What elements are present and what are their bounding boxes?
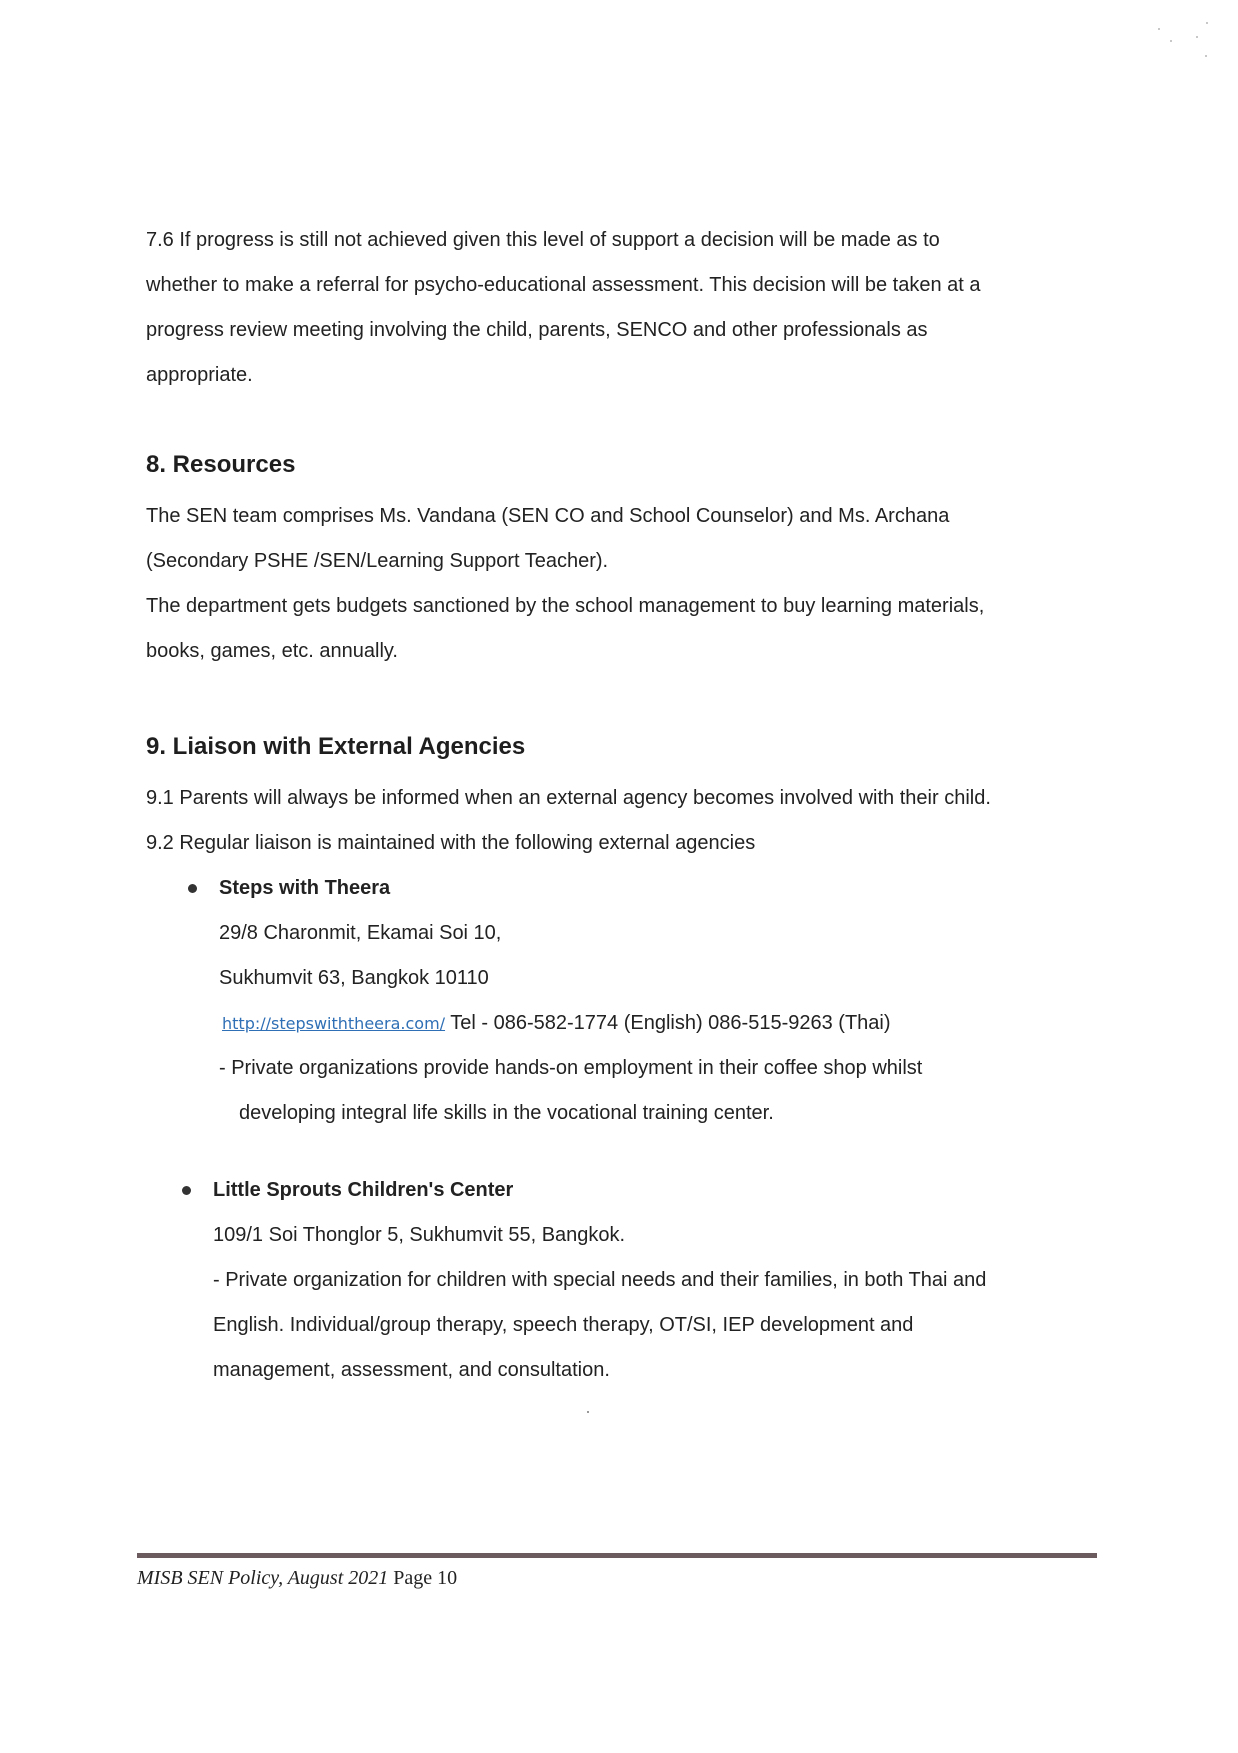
footer-doc-title: MISB SEN Policy, August 2021	[137, 1567, 389, 1589]
paragraph-7-6	[146, 218, 1106, 398]
paragraph-line: progress review meeting involving the child, parents, SENCO and other professionals as	[146, 319, 928, 341]
scan-speck	[1206, 22, 1208, 24]
paragraph-line: appropriate.	[146, 364, 253, 386]
scan-speck	[1205, 55, 1207, 57]
agency-phone: Tel - 086-582-1774 (English) 086-515-9263 (Thai)	[450, 1012, 891, 1034]
bullet-icon	[182, 1186, 191, 1195]
agency-website-link[interactable]: http://stepswiththeera.com/	[222, 1014, 446, 1033]
agency-address-line: 29/8 Charonmit, Ekamai Soi 10,	[219, 922, 502, 944]
paragraph-line: books, games, etc. annually.	[146, 640, 398, 662]
agency-description-line: management, assessment, and consultation.	[213, 1359, 610, 1381]
paragraph-line: The department gets budgets sanctioned by the school management to buy learning materials,	[146, 595, 985, 617]
paragraph-line: (Secondary PSHE /SEN/Learning Support Teacher).	[146, 550, 609, 572]
bullet-icon	[188, 884, 197, 893]
footer-page-number: Page 10	[393, 1567, 458, 1589]
paragraph-line: 9.1 Parents will always be informed when an external agency becomes involved with their child.	[146, 787, 991, 809]
section-heading-liaison: 9. Liaison with External Agencies	[146, 733, 526, 760]
agency-description-line: - Private organization for children with special needs and their families, in both Thai and	[213, 1269, 987, 1291]
paragraph-line: The SEN team comprises Ms. Vandana (SEN CO and School Counselor) and Ms. Archana	[146, 505, 950, 527]
agency-address-line: 109/1 Soi Thonglor 5, Sukhumvit 55, Bangkok.	[213, 1224, 626, 1246]
scan-speck	[1158, 28, 1160, 30]
agency-description-line: - Private organizations provide hands-on employment in their coffee shop whilst	[219, 1057, 923, 1079]
agency-name: Steps with Theera	[219, 877, 391, 899]
paragraph-line: 9.2 Regular liaison is maintained with the following external agencies	[146, 832, 756, 854]
agency-address-line: Sukhumvit 63, Bangkok 10110	[219, 967, 489, 989]
paragraph-line: whether to make a referral for psycho-educational assessment. This decision will be taken at a	[146, 274, 981, 296]
section-heading-resources: 8. Resources	[146, 451, 296, 478]
agency-description-line: English. Individual/group therapy, speech therapy, OT/SI, IEP development and	[213, 1314, 914, 1336]
page-footer	[137, 1565, 457, 1591]
agency-name-row	[182, 1168, 1108, 1213]
agency-name-row	[188, 866, 1108, 911]
agency-steps-with-theera	[188, 866, 1108, 1136]
scan-speck	[587, 1411, 589, 1413]
agency-little-sprouts	[182, 1168, 1108, 1393]
agency-contact-line	[222, 1001, 1108, 1046]
agency-description-line: developing integral life skills in the vocational training center.	[239, 1102, 774, 1124]
paragraph-line: 7.6 If progress is still not achieved given this level of support a decision will be made as to	[146, 229, 940, 251]
liaison-paragraph	[146, 776, 1106, 866]
scan-speck	[1170, 40, 1172, 42]
agency-name: Little Sprouts Children's Center	[213, 1179, 514, 1201]
scan-speck	[1196, 36, 1198, 38]
footer-rule	[137, 1553, 1097, 1558]
resources-paragraph	[146, 494, 1106, 674]
